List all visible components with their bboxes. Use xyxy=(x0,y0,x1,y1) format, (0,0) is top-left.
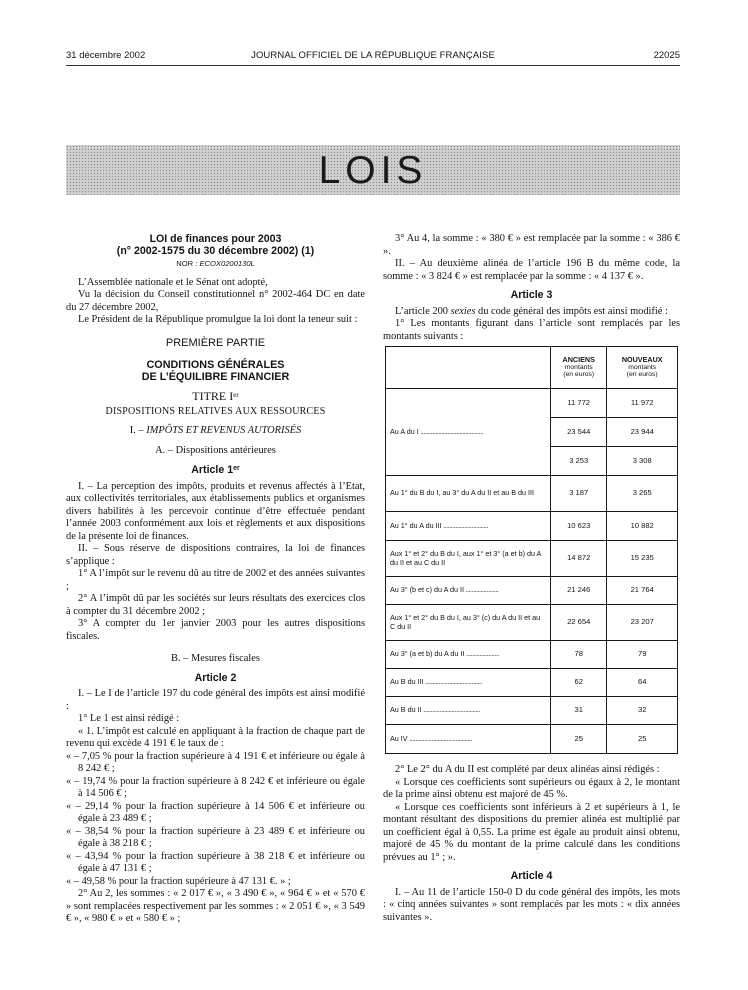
article-paragraph: 2° Au 2, les sommes : « 2 017 € », « 3 490 € », « 964 € » et « 570 € » sont remplacées respectivement par les sommes : « 2 051 € », « 3 549 € », « 980 € » et « 580 € » ; xyxy=(66,888,365,924)
row-label: Au B du II ...................................... xyxy=(386,697,551,725)
table-row xyxy=(386,725,678,754)
new-amount: 21 764 xyxy=(607,577,678,605)
article-heading: Article 4 xyxy=(510,870,553,882)
table-row xyxy=(386,577,678,605)
section-heading: I. – IMPÔTS ET REVENUS AUTORISÉS xyxy=(129,425,302,436)
article-paragraph: L’article 200 sexies du code général des impôts est ainsi modifié : xyxy=(395,305,668,317)
article-paragraph: 1° Le 1 est ainsi rédigé : xyxy=(78,713,180,724)
new-amount: 79 xyxy=(607,641,678,669)
article-heading: Article 1er xyxy=(191,464,240,476)
tax-rate-item: « – 49,58 % pour la fraction supérieure à 47 131 €. » ; xyxy=(66,875,291,887)
subsection-heading: B. – Mesures fiscales xyxy=(171,653,260,664)
new-amount: 11 972 xyxy=(607,389,678,418)
table-row xyxy=(386,605,678,641)
article-paragraph: I. – La perception des impôts, produits et revenus affectés à l’Etat, aux collectivités territoriales, aux établissements publics et organismes divers habilités à les percevoir continue d’être effectuée pendant l’année 2003 conformément aux lois et règlements et aux dispositions de la présente loi de finances. xyxy=(66,480,365,542)
header-rule xyxy=(66,65,680,66)
article-paragraph: 3° Au 4, la somme : « 380 € » est remplacée par la somme : « 386 € ». xyxy=(383,233,680,257)
new-amount: 3 265 xyxy=(607,476,678,512)
tax-rate-item: « – 43,94 % pour la fraction supérieure à 38 218 € et inférieure ou égale à 47 131 € ; xyxy=(66,850,365,874)
nor-reference: NOR : ECOX0200130L xyxy=(176,259,255,268)
right-column xyxy=(383,233,680,924)
table-row xyxy=(386,541,678,577)
table-row xyxy=(386,669,678,697)
old-amount: 11 772 xyxy=(551,389,607,418)
running-head xyxy=(66,50,680,64)
intro-paragraph: L’Assemblée nationale et le Sénat ont adopté, xyxy=(78,276,268,288)
amounts-table xyxy=(385,346,678,754)
new-amount: 25 xyxy=(607,725,678,754)
article-paragraph: « 1. L’impôt est calculé en appliquant à la fraction de chaque part de revenu qui excède 4 191 € le taux de : xyxy=(66,725,365,749)
old-amount: 22 654 xyxy=(551,605,607,641)
article-paragraph: « Lorsque ces coefficients sont supérieurs ou égaux à 2, le montant de la prime ainsi obtenu est majoré de 45 %. xyxy=(383,776,680,800)
row-label: Aux 1° et 2° du B du I, aux 1° et 3° (a et b) du A du II et au C du II xyxy=(386,541,551,577)
lois-banner-title: LOIS xyxy=(318,149,428,192)
new-amount: 32 xyxy=(607,697,678,725)
old-amount: 10 623 xyxy=(551,512,607,541)
new-amount: 10 882 xyxy=(607,512,678,541)
row-label: Au 1° du A du III .............................. xyxy=(386,512,551,541)
nor-code: ECOX0200130L xyxy=(199,259,255,268)
article-paragraph: 1° A l’impôt sur le revenu dû au titre de 2002 et des années suivantes ; xyxy=(66,568,365,592)
column-header-old: ANCIENS montants (en euros) xyxy=(551,347,607,389)
article-paragraph: « Lorsque ces coefficients sont inférieurs à 2 et supérieurs à 1, le montant résultant des dispositions du premier alinéa est multiplié par un coefficient égal à 0,55. La prime est égale au produit ainsi obtenu, majoré de 45 % du montant de la prime calculé dans les conditions prévues au 1° ; ». xyxy=(383,801,680,863)
article-paragraph: 1° Les montants figurant dans l’article sont remplacés par les montants suivants : xyxy=(383,318,680,342)
old-amount: 62 xyxy=(551,669,607,697)
row-label: Au 3° (a et b) du A du II ...................... xyxy=(386,641,551,669)
new-amount: 15 235 xyxy=(607,541,678,577)
titre-heading: TITRE Ier xyxy=(192,389,239,403)
new-amount: 3 308 xyxy=(607,447,678,476)
conditions-heading: CONDITIONS GÉNÉRALES DE L’ÉQUILIBRE FINANCIER xyxy=(141,359,290,383)
article-heading: Article 2 xyxy=(194,671,237,684)
intro-paragraph: Le Président de la République promulgue la loi dont la teneur suit : xyxy=(78,314,358,325)
new-amount: 23 207 xyxy=(607,605,678,641)
old-amount: 78 xyxy=(551,641,607,669)
subsection-heading: A. – Dispositions antérieures xyxy=(155,444,276,456)
article-paragraph: II. – Sous réserve de dispositions contraires, la loi de finances s’applique : xyxy=(66,543,365,567)
old-amount: 31 xyxy=(551,697,607,725)
article-paragraph: I. – Au 11 de l’article 150-0 D du code général des impôts, les mots : « cinq années suivantes » sont remplacés par les mots : « dix années suivantes ». xyxy=(383,886,680,923)
tax-rate-item: « – 38,54 % pour la fraction supérieure à 23 489 € et inférieure ou égale à 38 218 € ; xyxy=(66,825,365,849)
article-paragraph: I. – Le I de l’article 197 du code général des impôts est ainsi modifié : xyxy=(66,688,365,712)
row-label: Au B du III ...................................... xyxy=(386,669,551,697)
table-row xyxy=(386,697,678,725)
tax-rate-item: « – 7,05 % pour la fraction supérieure à 4 191 € et inférieure ou égale à 8 242 € ; xyxy=(66,750,365,774)
table-row xyxy=(386,476,678,512)
article-paragraph: 3° A compter du 1er janvier 2003 pour les autres dispositions fiscales. xyxy=(66,618,365,642)
old-amount: 23 544 xyxy=(551,418,607,447)
row-label: Au 3° (b et c) du A du II ...................... xyxy=(386,577,551,605)
table-row xyxy=(386,641,678,669)
old-amount: 14 872 xyxy=(551,541,607,577)
row-label: Au IV .......................................... xyxy=(386,725,551,754)
old-amount: 21 246 xyxy=(551,577,607,605)
issue-date: 31 décembre 2002 xyxy=(66,50,146,61)
table-header-row xyxy=(386,347,678,389)
row-label: Au A du I .......................................... xyxy=(386,389,551,476)
page-number: 22025 xyxy=(653,50,680,61)
article-paragraph: 2° Le 2° du A du II est complété par deux alinéas ainsi rédigés : xyxy=(395,764,660,775)
intro-paragraph: Vu la décision du Conseil constitutionnel n° 2002-464 DC en date du 27 décembre 2002, xyxy=(66,289,365,313)
old-amount: 3 187 xyxy=(551,476,607,512)
row-label: Au 1° du B du I, au 3° du A du II et au B du III xyxy=(386,476,551,512)
old-amount: 3 253 xyxy=(551,447,607,476)
left-column xyxy=(66,233,365,926)
tax-rate-item: « – 29,14 % pour la fraction supérieure à 14 506 € et inférieure ou égale à 23 489 € ; xyxy=(66,800,365,824)
journal-title: JOURNAL OFFICIEL DE LA RÉPUBLIQUE FRANÇAISE xyxy=(251,50,495,61)
law-title: LOI de finances pour 2003 (n° 2002-1575 du 30 décembre 2002) (1) xyxy=(116,233,315,257)
article-paragraph: II. – Au deuxième alinéa de l’article 196 B du même code, la somme : « 3 824 € » est remplacée par la somme : « 4 137 € ». xyxy=(383,258,680,282)
row-label: Aux 1° et 2° du B du I, au 3° (c) du A du II et au C du II xyxy=(386,605,551,641)
table-row xyxy=(386,389,678,418)
old-amount: 25 xyxy=(551,725,607,754)
new-amount: 64 xyxy=(607,669,678,697)
dispositions-heading: DISPOSITIONS RELATIVES AUX RESSOURCES xyxy=(105,405,326,417)
tax-rate-item: « – 19,74 % pour la fraction supérieure à 8 242 € et inférieure ou égale à 14 506 € ; xyxy=(66,775,365,799)
part-heading: PREMIÈRE PARTIE xyxy=(165,336,266,349)
new-amount: 23 944 xyxy=(607,418,678,447)
article-heading: Article 3 xyxy=(510,289,553,301)
column-header-new: NOUVEAUX montants (en euros) xyxy=(607,347,678,389)
article-paragraph: 2° A l’impôt dû par les sociétés sur leurs résultats des exercices clos à compter du 31 décembre 2002 ; xyxy=(66,593,365,617)
table-row xyxy=(386,512,678,541)
